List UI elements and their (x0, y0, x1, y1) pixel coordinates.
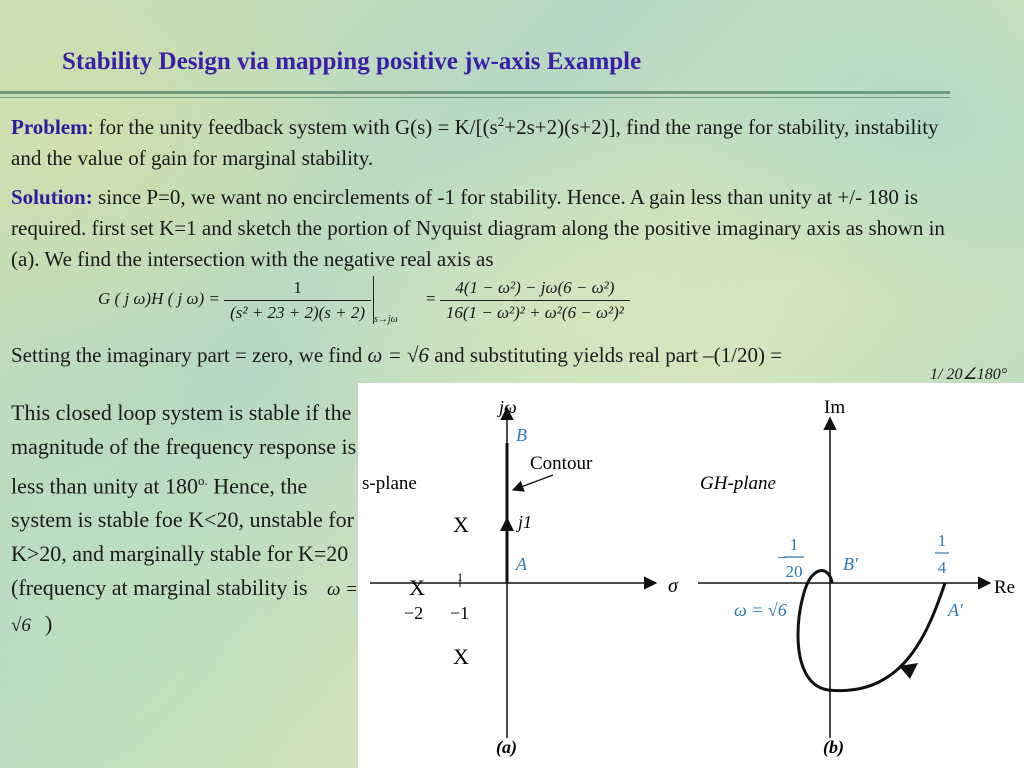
sigma-axis-label: σ (668, 575, 678, 597)
setting-text-before: Setting the imaginary part = zero, we find (11, 343, 363, 367)
tick-1-label: 1 (457, 570, 463, 584)
formula-num-1: 1 (224, 278, 371, 301)
problem-text-b: +2s+2)(s+2)], find the range for stability, instability and the value of gain for marginal stability. (11, 115, 939, 170)
solution-label: Solution: (11, 185, 93, 209)
neg-frac-sign: − (777, 548, 787, 567)
pole-marker-real: X (409, 575, 425, 600)
formula-fraction-2 (440, 278, 630, 323)
nyquist-curve (798, 570, 945, 690)
frac-1-4-num: 1 (937, 531, 947, 550)
point-A-label: A (516, 554, 527, 574)
setting-omega: ω = √6 (367, 343, 430, 367)
problem-label: Problem (11, 115, 88, 139)
transfer-function-formula (98, 276, 630, 325)
problem-text-a: : for the unity feedback system with G(s) = K/[(s (87, 115, 498, 139)
formula-den-1: (s² + 23 + 2)(s + 2) (230, 302, 366, 322)
setting-text-after: and substituting yields real part –(1/20) = (434, 343, 783, 367)
title-rule-thin (0, 97, 950, 98)
im-axis-label: Im (824, 397, 846, 418)
contour-label: Contour (530, 453, 593, 474)
frac-1-20-den: 20 (785, 562, 803, 581)
formula-den-2: 16(1 − ω²)² + ω²(6 − ω²)² (445, 302, 624, 322)
caption-a: (a) (496, 737, 517, 757)
frac-1-20-num: 1 (789, 535, 799, 554)
point-B-label: B (516, 425, 527, 445)
setting-result: 1/ 20∠180° (930, 366, 1008, 383)
jw-axis-label: jω (499, 397, 517, 417)
formula-equals: = (426, 288, 436, 308)
nyquist-figure (358, 383, 1024, 768)
closing-text-2: Hence, the system is stable foe K<20, unstable for K>20, and marginally stable for K=20 (frequency at marginal stability is (11, 473, 354, 601)
point-B-prime-label: B′ (843, 554, 858, 574)
omega-label: ω = √6 (734, 600, 787, 620)
contour-pointer-arrow (513, 475, 553, 490)
title-rule-thick (0, 91, 950, 94)
closing-text-3: ) (44, 611, 53, 637)
pole-marker-lower: X (453, 644, 469, 669)
formula-num-2: 4(1 − ω²) − jω(6 − ω²) (440, 278, 630, 301)
caption-b: (b) (823, 737, 844, 757)
formula-lhs: G ( j ω)H ( j ω) = (98, 288, 220, 308)
closing-text-1: This closed loop system is stable if the magnitude of the frequency response is less than unity at 180 (11, 400, 357, 499)
contour-direction-arrow (500, 517, 514, 531)
s-plane-label: s-plane (362, 473, 417, 494)
frac-1-4-den: 4 (937, 558, 947, 577)
j1-label: j1 (518, 512, 533, 532)
nyquist-figure-svg (358, 383, 1024, 768)
tick-minus1-label: −1 (450, 603, 470, 623)
problem-sup: 2 (497, 114, 505, 129)
closing-paragraph (11, 396, 361, 643)
pole-marker-upper: X (453, 512, 469, 537)
solution-text: since P=0, we want no encirclements of -1 for stability. Hence. A gain less than unity at +/- 180 is required. first set K=1 and sketch the portion of Nyquist diagram along the positive imaginary axis as shown in (a). We find the intersection with the negative real axis as (11, 185, 945, 271)
setting-paragraph (11, 340, 956, 371)
problem-paragraph (11, 106, 956, 174)
formula-fraction-1 (224, 278, 371, 323)
tick-minus2-label: −2 (404, 603, 424, 623)
gh-plane-label: GH-plane (700, 473, 776, 494)
re-axis-label: Re (994, 577, 1016, 598)
closing-sup: o. (197, 473, 208, 488)
solution-paragraph (11, 182, 956, 275)
slide-title: Stability Design via mapping positive jw-axis Example (62, 48, 642, 75)
point-A-prime-label: A′ (948, 600, 963, 620)
formula-eval-sub: s→jω (374, 313, 398, 325)
closing-omega: ω = √6 (11, 579, 359, 637)
